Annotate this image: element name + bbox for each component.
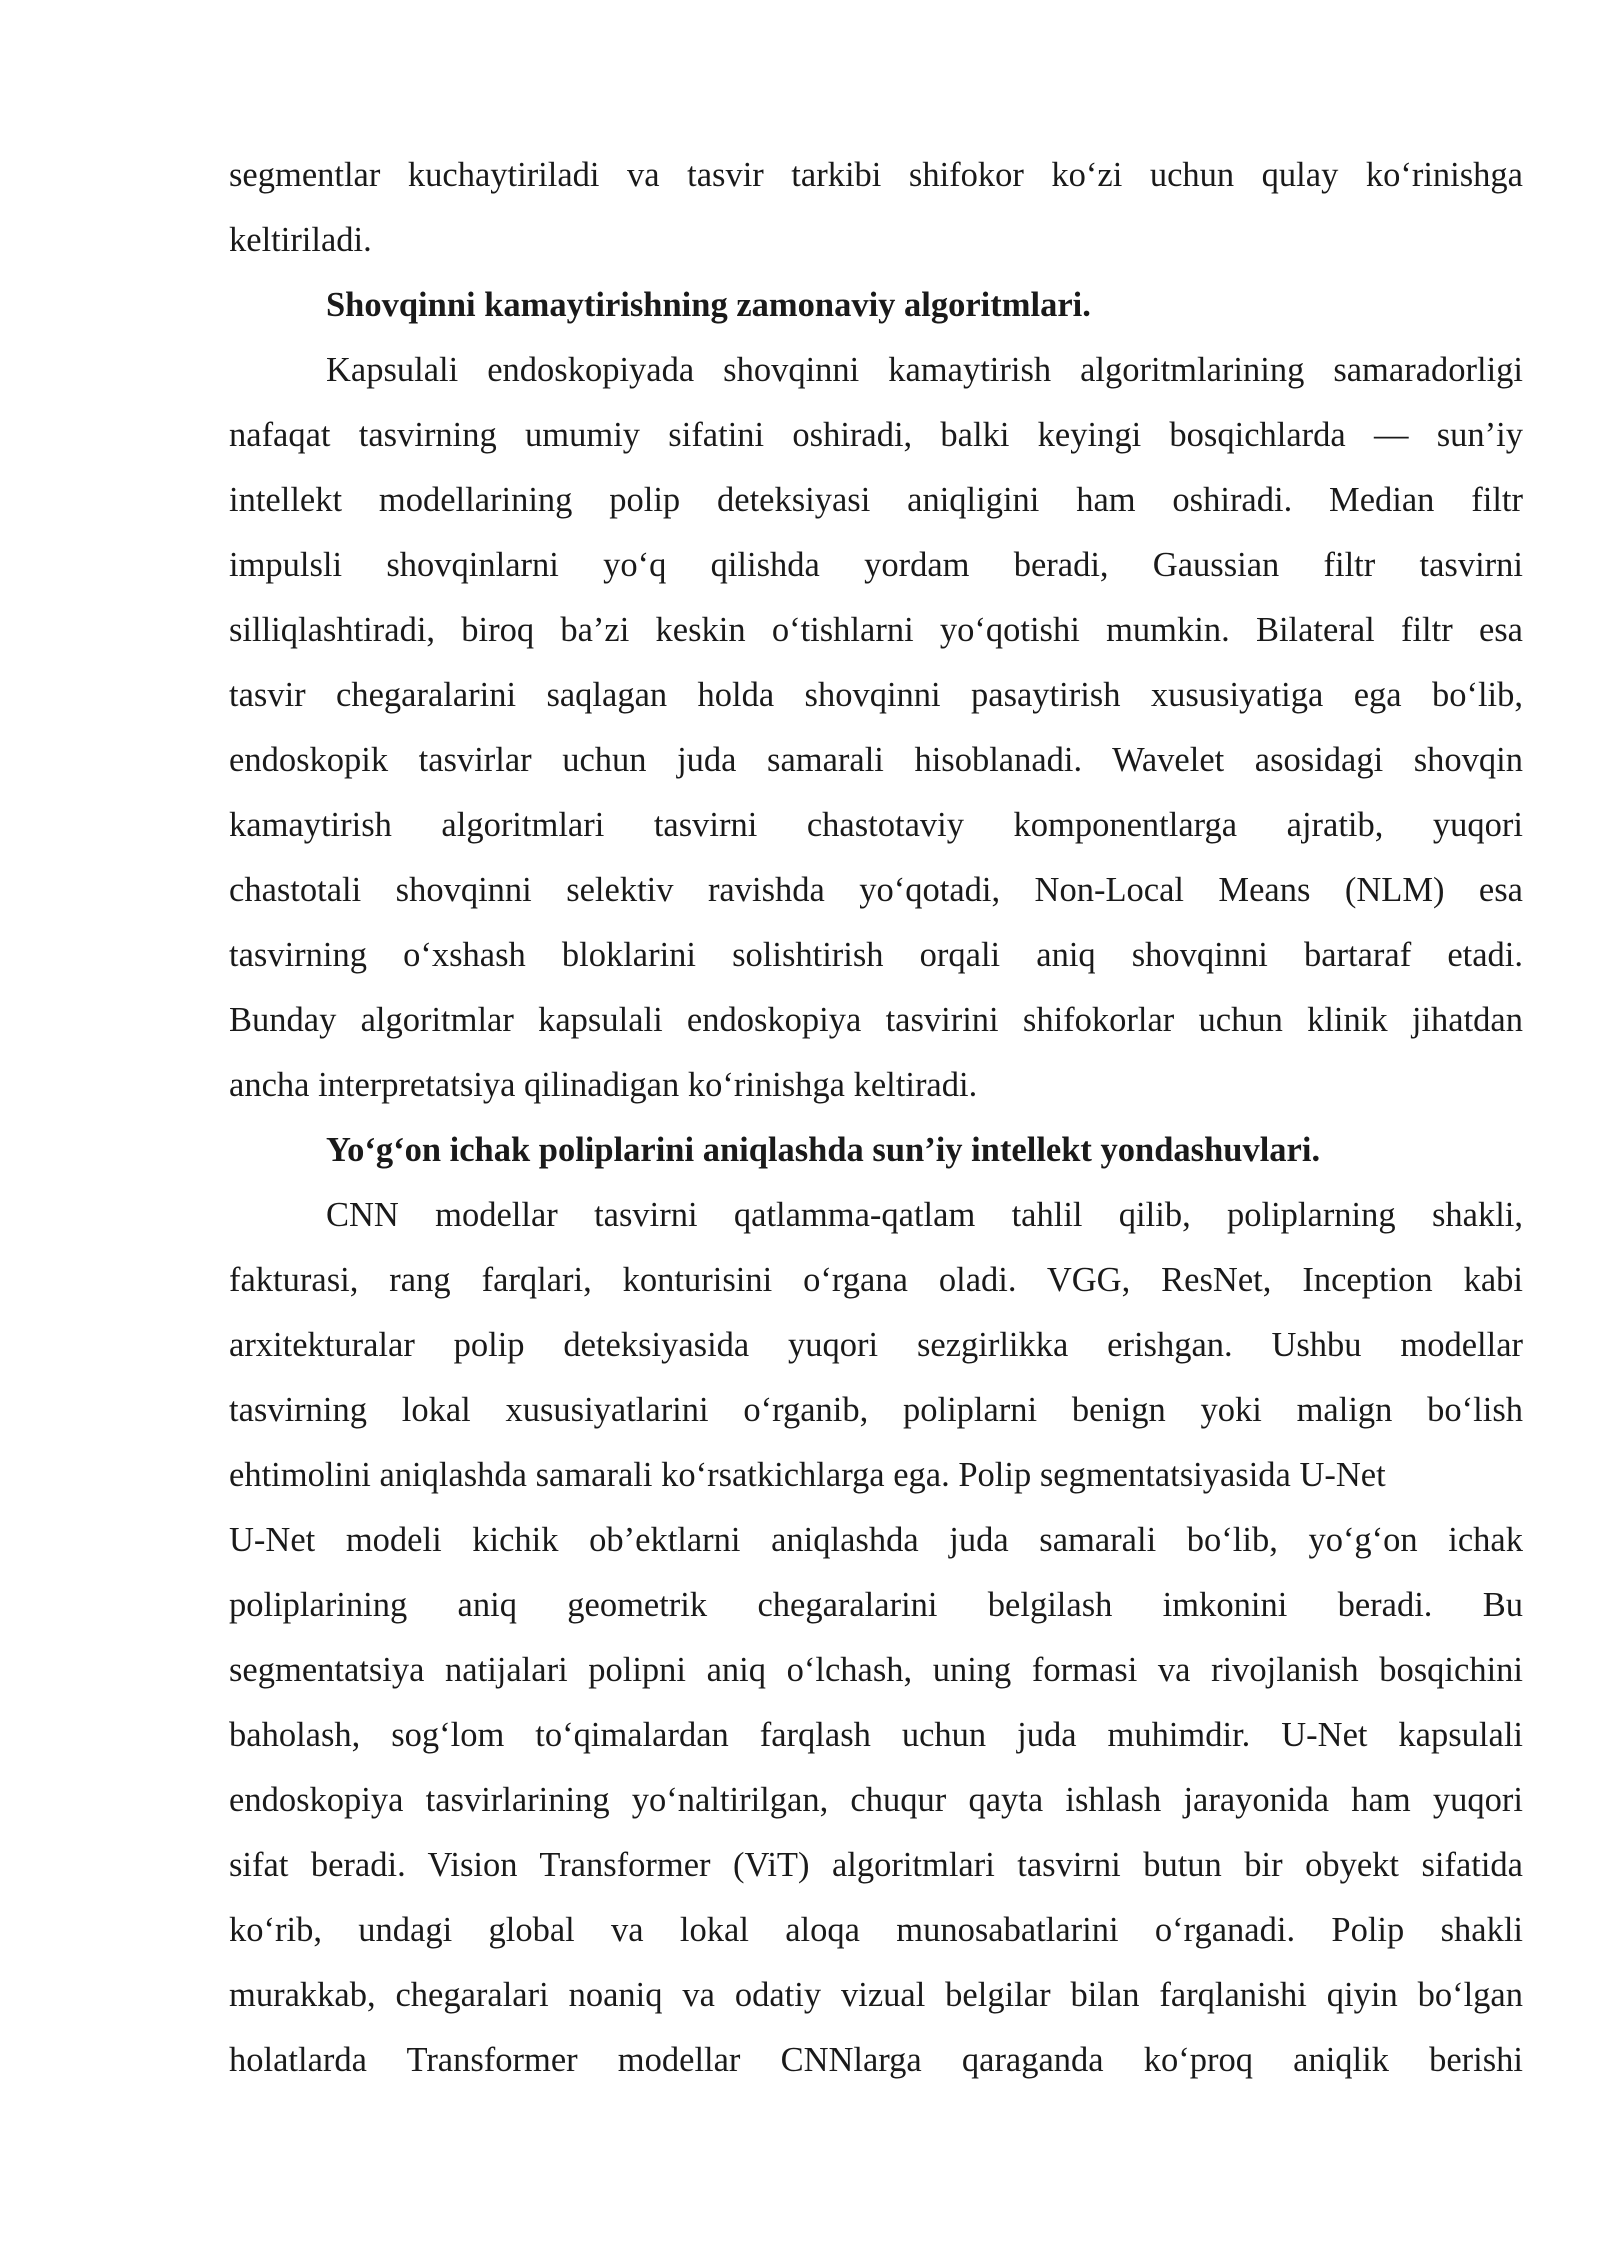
text-line: segmentatsiya natijalari polipni aniq o‘lchash, uning formasi va rivojlanish bosqichini <box>229 1651 1523 1689</box>
text-line: impulsli shovqinlarni yo‘q qilishda yordam beradi, Gaussian filtr tasvirni <box>229 546 1523 584</box>
body-text <box>229 143 1523 2093</box>
text-line: chastotali shovqinni selektiv ravishda yo‘qotadi, Non-Local Means (NLM) esa <box>229 871 1523 909</box>
text-line: baholash, sog‘lom to‘qimalardan farqlash uchun juda muhimdir. U-Net kapsulali <box>229 1716 1523 1754</box>
text-line: fakturasi, rang farqlari, konturisini o‘rgana oladi. VGG, ResNet, Inception kabi <box>229 1261 1523 1299</box>
text-line: endoskopik tasvirlar uchun juda samarali hisoblanadi. Wavelet asosidagi shovqin <box>229 741 1523 779</box>
text-line: ko‘rib, undagi global va lokal aloqa munosabatlarini o‘rganadi. Polip shakli <box>229 1911 1523 1949</box>
text-line: CNN modellar tasvirni qatlamma-qatlam tahlil qilib, poliplarning shakli, <box>326 1196 1523 1234</box>
text-line: keltiriladi. <box>229 221 372 259</box>
text-line: nafaqat tasvirning umumiy sifatini oshiradi, balki keyingi bosqichlarda — sun’iy <box>229 416 1523 454</box>
text-line: intellekt modellarining polip deteksiyasi aniqligini ham oshiradi. Median filtr <box>229 481 1523 519</box>
text-line: tasvir chegaralarini saqlagan holda shovqinni pasaytirish xususiyatiga ega bo‘lib, <box>229 676 1523 714</box>
text-line: endoskopiya tasvirlarining yo‘naltirilgan, chuqur qayta ishlash jarayonida ham yuqori <box>229 1781 1523 1819</box>
text-line: sifat beradi. Vision Transformer (ViT) algoritmlari tasvirni butun bir obyekt sifatida <box>229 1846 1523 1884</box>
text-line: Kapsulali endoskopiyada shovqinni kamaytirish algoritmlarining samaradorligi <box>326 351 1523 389</box>
section-heading: Shovqinni kamaytirishning zamonaviy algoritmlari. <box>326 286 1091 324</box>
text-line: ehtimolini aniqlashda samarali ko‘rsatkichlarga ega. Polip segmentatsiyasida U-Net <box>229 1456 1386 1494</box>
text-line: poliplarining aniq geometrik chegaralarini belgilash imkonini beradi. Bu <box>229 1586 1523 1624</box>
text-line: tasvirning o‘xshash bloklarini solishtirish orqali aniq shovqinni bartaraf etadi. <box>229 936 1523 974</box>
text-line: tasvirning lokal xususiyatlarini o‘rganib, poliplarni benign yoki malign bo‘lish <box>229 1391 1523 1429</box>
text-line: holatlarda Transformer modellar CNNlarga qaraganda ko‘proq aniqlik berishi <box>229 2041 1523 2079</box>
section-heading: Yo‘g‘on ichak poliplarini aniqlashda sun’iy intellekt yondashuvlari. <box>326 1131 1321 1169</box>
text-line: silliqlashtiradi, biroq ba’zi keskin o‘tishlarni yo‘qotishi mumkin. Bilateral filtr esa <box>229 611 1523 649</box>
text-line: murakkab, chegaralari noaniq va odatiy vizual belgilar bilan farqlanishi qiyin bo‘lgan <box>229 1976 1523 2014</box>
text-line: U-Net modeli kichik ob’ektlarni aniqlashda juda samarali bo‘lib, yo‘g‘on ichak <box>229 1521 1523 1559</box>
text-line: arxitekturalar polip deteksiyasida yuqori sezgirlikka erishgan. Ushbu modellar <box>229 1326 1523 1364</box>
text-line: kamaytirish algoritmlari tasvirni chastotaviy komponentlarga ajratib, yuqori <box>229 806 1523 844</box>
text-line: Bunday algoritmlar kapsulali endoskopiya tasvirini shifokorlar uchun klinik jihatdan <box>229 1001 1523 1039</box>
text-line: ancha interpretatsiya qilinadigan ko‘rinishga keltiradi. <box>229 1066 978 1104</box>
text-line: segmentlar kuchaytiriladi va tasvir tarkibi shifokor ko‘zi uchun qulay ko‘rinishga <box>229 156 1523 194</box>
